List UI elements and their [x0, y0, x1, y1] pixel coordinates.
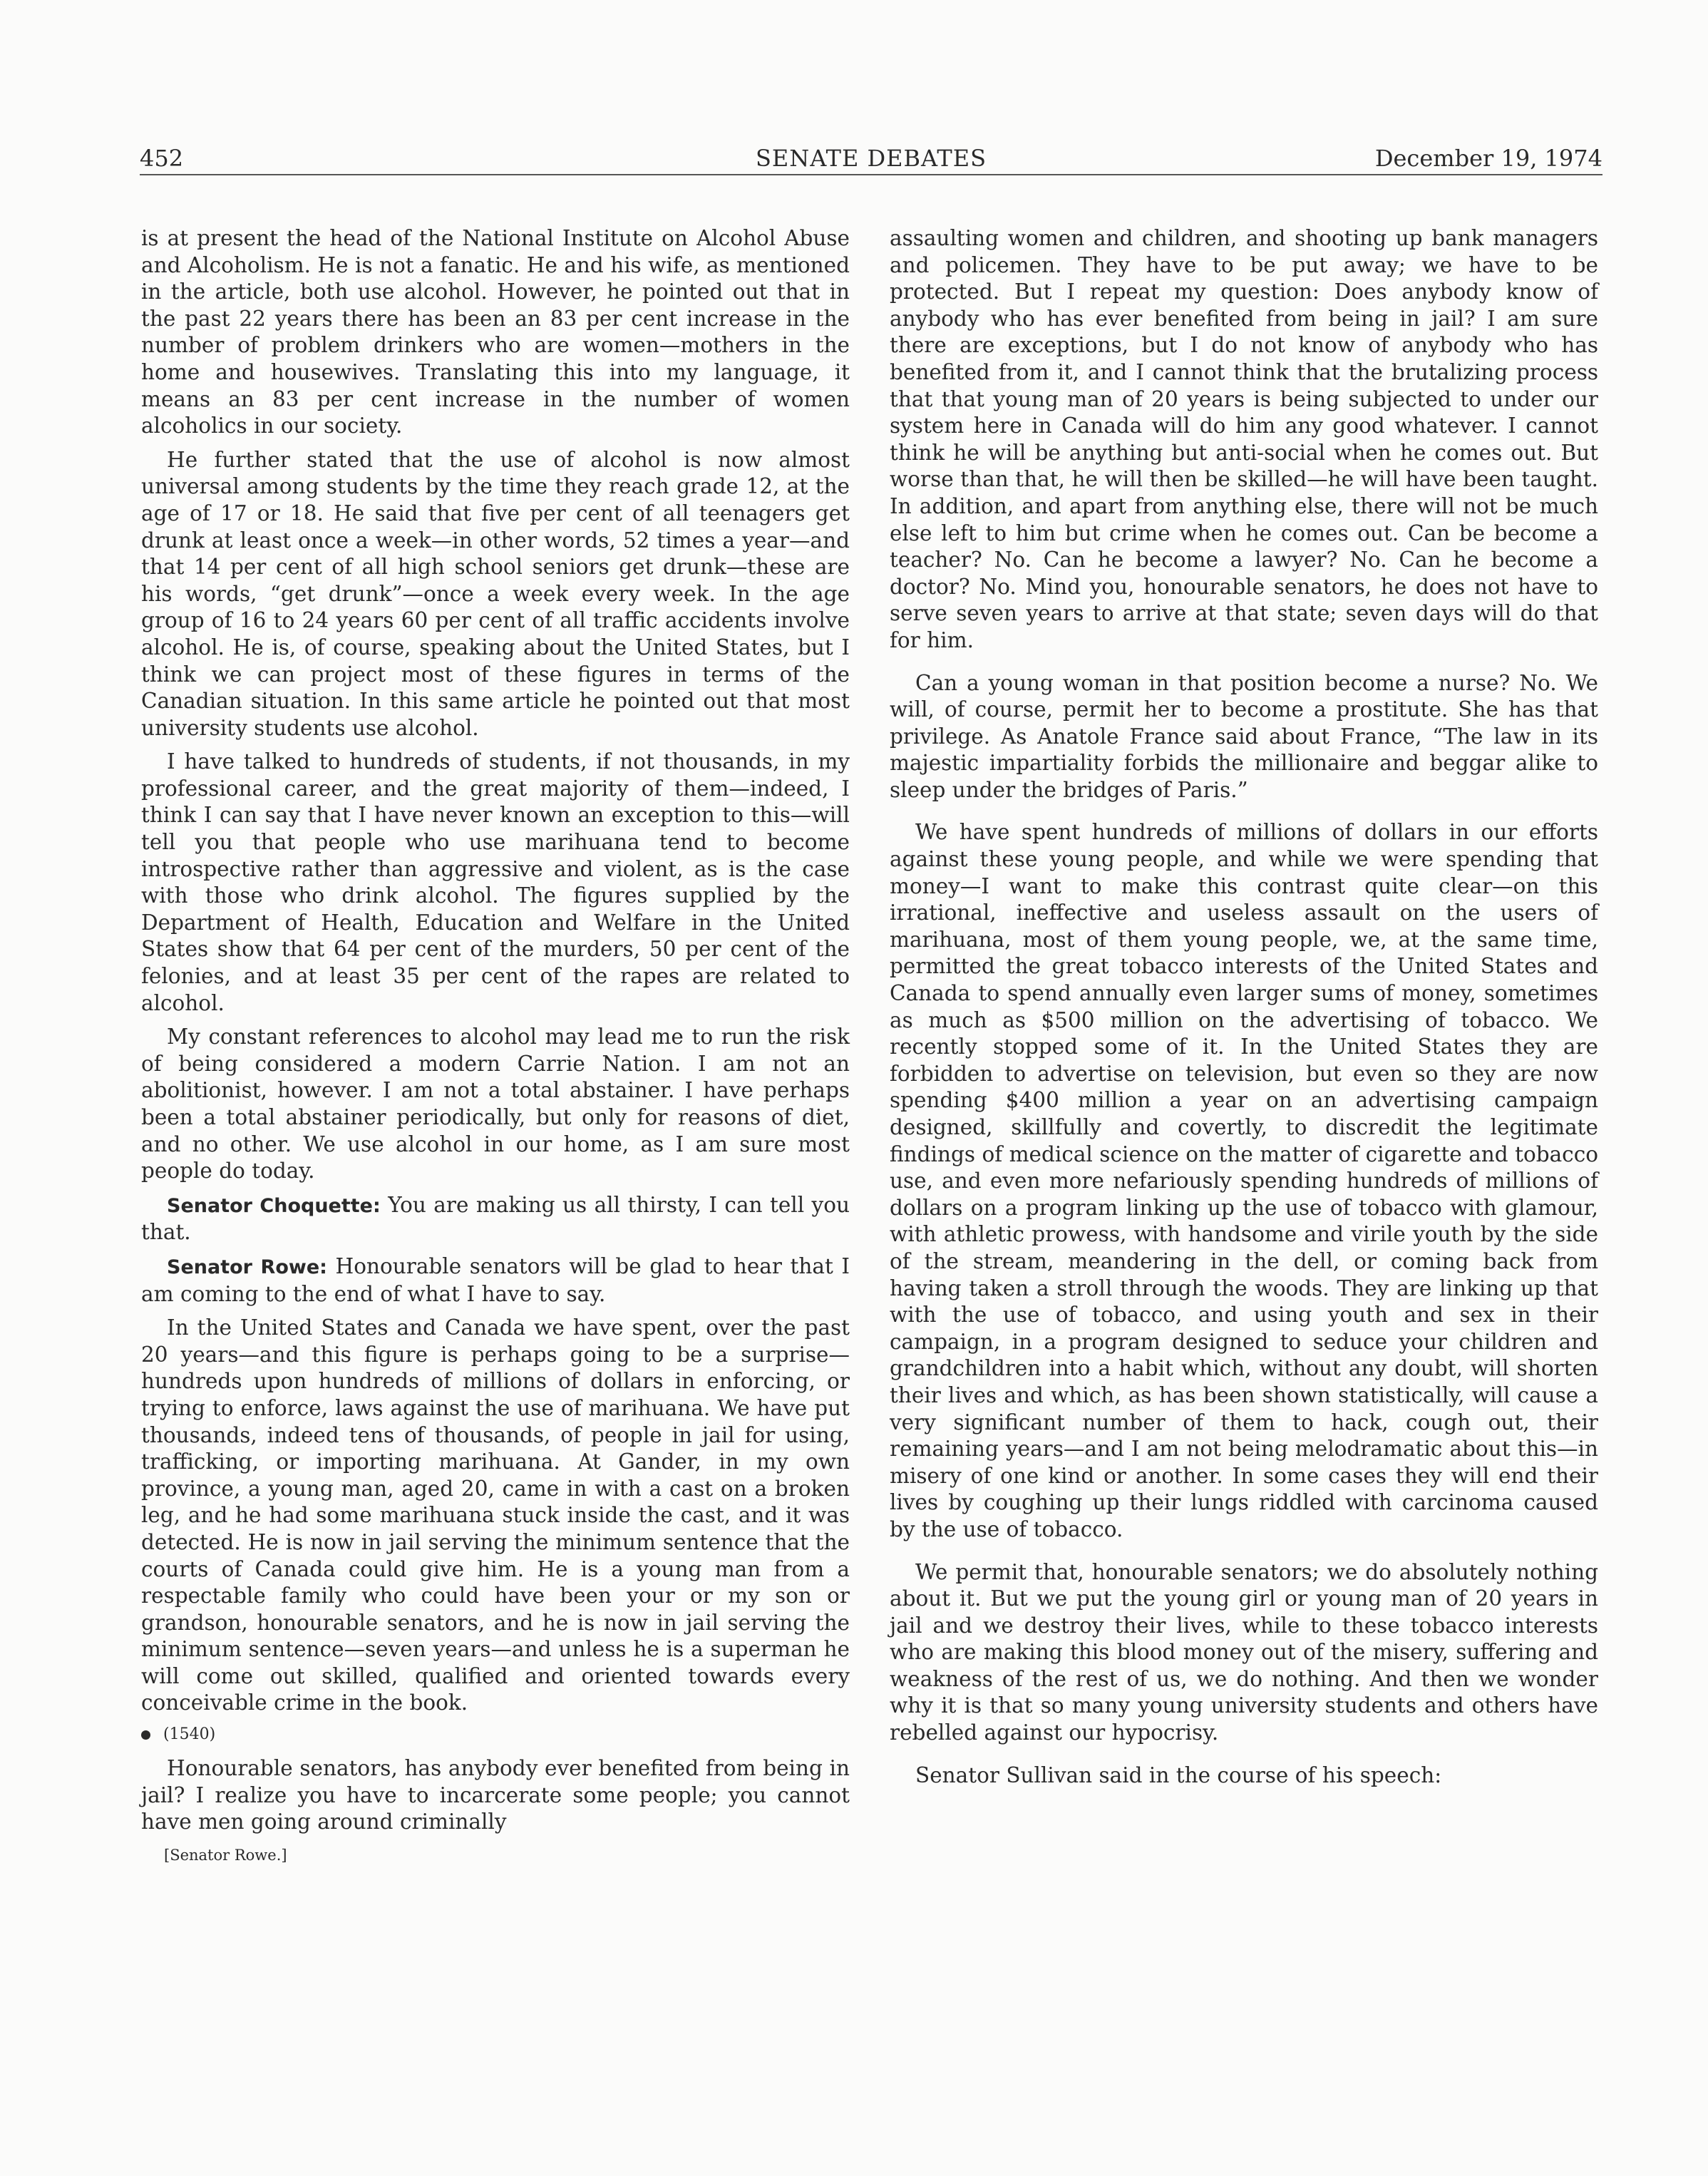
paragraph: He further stated that the use of alcohol is now almost universal among students by the time they reach grade 12, at the age of 17 or 18. He said that five per cent of all teenagers get drunk at least once a week—in other words, 52 times a year—and that 14 per cent of all high school seniors get drunk—these are his words, “get drunk”—once a week every week. In the age group of 16 to 24 years 60 per cent of all traffic accidents involve alcohol. He is, of course, speaking about the United States, but I think we can project most of these figures in terms of the Canadian situation. In this same article he pointed out that most university students use alcohol. [141, 447, 850, 740]
paragraph: In the United States and Canada we have spent, over the past 20 years—and this figure is perhaps going to be a surprise—hundreds upon hundreds of millions of dollars in enforcing, or trying to enforce, laws against the use of marihuana. We have put thousands, indeed tens of thousands, of people in jail for using, trafficking, or importing marihuana. At Gander, in my own province, a young man, aged 20, came in with a cast on a broken leg, and he had some marihuana stuck inside the cast, and it was detected. He is now in jail serving the minimum sentence that the courts of Canada could give him. He is a young man from a respectable family who could have been your or my son or grandson, honourable senators, and he is now in jail serving the minimum sentence—seven years—and unless he is a superman he will come out skilled, qualified and oriented towards every conceivable crime in the book. [141, 1315, 850, 1715]
paragraph [141, 1192, 850, 1246]
speaker-name: Senator Rowe: [167, 1256, 327, 1278]
paragraph: We have spent hundreds of millions of dollars in our efforts against these young people, and while we were spending that money—I want to make this contrast quite clear—on this irrational, ineffective and useless assault on the users of marihuana, most of them young people, we, at the same time, permitted the great tobacco interests of the United States and Canada to spend annually even larger sums of money, sometimes as much as $500 million on the advertising of tobacco. We recently stopped some of it. In the United States they are forbidden to advertise on television, but even so they are now spending $400 million a year on an advertising campaign designed, skillfully and covertly, to discredit the legitimate findings of medical science on the matter of cigarette and tobacco use, and even more nefariously spending hundreds of millions of dollars on a program linking up the use of tobacco with glamour, with athletic prowess, with handsome and virile youth by the side of the stream, meandering in the dell, or coming back from having taken a stroll through the woods. They are linking up that with the use of tobacco, and using youth and sex in their campaign, in a program designed to seduce your children and grandchildren into a habit which, without any doubt, will shorten their lives and which, as has been shown statistically, will cause a very significant number of them to hack, cough out, their remaining years—and I am not being melodramatic about this—in misery of one kind or another. In some cases they will end their lives by coughing up their lungs riddled with carcinoma caused by the use of tobacco. [890, 820, 1598, 1541]
time-marker-text: (1540) [163, 1725, 216, 1744]
paragraph: assaulting women and children, and shooting up bank managers and policemen. They have to be put away; we have to be protected. But I repeat my question: Does anybody know of anybody who has ever benefited from being in jail? I am sure there are exceptions, but I do not know of anybody who has benefited from it, and I cannot think that the brutalizing process that that young man of 20 years is being subjected to under our system here in Canada will do him any good whatever. I cannot think he will be anything but anti-social when he comes out. But worse than that, he will then be skilled—he will have been taught. In addition, and apart from anything else, there will not be much else left to him but crime when he comes out. Can be become a teacher? No. Can he become a lawyer? No. Can he become a doctor? No. Mind you, honourable senators, he does not have to serve seven years to arrive at that state; seven days will do that for him. [890, 226, 1598, 652]
paragraph: My constant references to alcohol may lead me to run the risk of being considered a modern Carrie Nation. I am not an abolitionist, however. I am not a total abstainer. I have perhaps been a total abstainer periodically, but only for reasons of diet, and no other. We use alcohol in our home, as I am sure most people do today. [141, 1025, 850, 1184]
publication-title: SENATE DEBATES [755, 145, 987, 172]
speech-text: Honourable senators will be glad to hear that I am coming to the end of what I have to say. [141, 1253, 850, 1306]
page-number: 452 [140, 145, 184, 172]
speaker-name: Senator Choquette: [167, 1194, 381, 1217]
time-marker [141, 1724, 850, 1745]
paragraph [141, 1253, 850, 1308]
left-column [141, 225, 850, 1866]
speech-text: You are making us all thirsty, I can tell you that. [141, 1192, 850, 1245]
paragraph: Senator Sullivan said in the course of his speech: [915, 1762, 1442, 1787]
paragraph: Can a young woman in that position become a nurse? No. We will, of course, permit her to become a prostitute. She has that privilege. As Anatole France said about France, “The law in its majestic impartiality forbids the millionaire and beggar alike to sleep under the bridges of Paris.” [890, 670, 1598, 802]
speaker-footnote: [Senator Rowe.] [164, 1846, 287, 1864]
paragraph: Honourable senators, has anybody ever benefited from being in jail? I realize you have to incarcerate some people; you cannot have men going around criminally [141, 1756, 850, 1834]
page-date: December 19, 1974 [1374, 145, 1602, 172]
bullet-icon [141, 1730, 150, 1740]
paragraph: is at present the head of the National Institute on Alcohol Abuse and Alcoholism. He is not a fanatic. He and his wife, as mentioned in the article, both use alcohol. However, he pointed out that in the past 22 years there has been an 83 per cent increase in the number of problem drinkers who are women—mothers in the home and housewives. Translating this into my language, it means an 83 per cent increase in the number of women alcoholics in our society. [141, 226, 850, 438]
paragraph: We permit that, honourable senators; we do absolutely nothing about it. But we put the young girl or young man of 20 years in jail and we destroy their lives, while to these tobacco interests who are making this blood money out of the misery, suffering and weakness of the rest of us, we do nothing. And then we wonder why it is that so many young university students and others have rebelled against our hypocrisy. [890, 1559, 1598, 1745]
right-column [890, 225, 1598, 1796]
page-header [140, 143, 1602, 175]
paragraph: I have talked to hundreds of students, if not thousands, in my professional career, and the great majority of them—indeed, I think I can say that I have never known an exception to this—will tell you that people who use marihuana tend to become introspective rather than aggressive and violent, as is the case with those who drink alcohol. The figures supplied by the Department of Health, Education and Welfare in the United States show that 64 per cent of the murders, 50 per cent of the felonies, and at least 35 per cent of the rapes are related to alcohol. [141, 749, 850, 1015]
